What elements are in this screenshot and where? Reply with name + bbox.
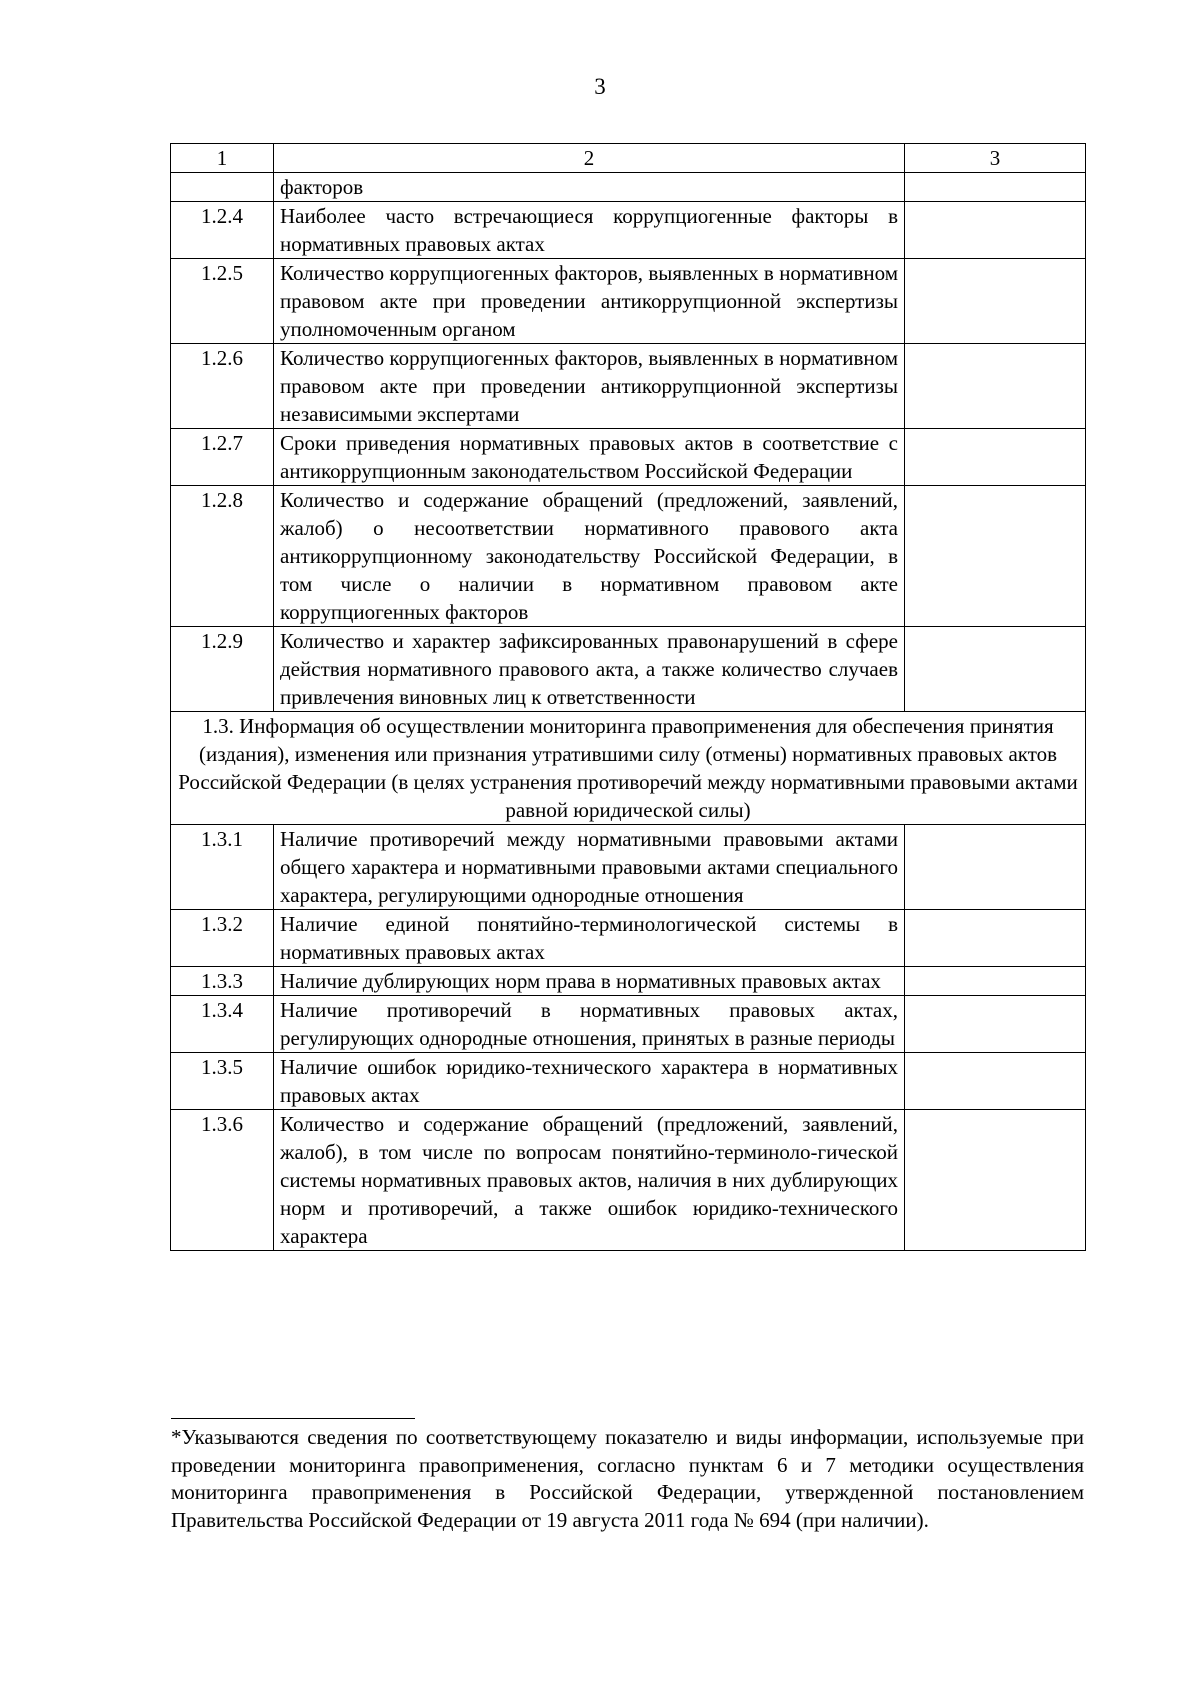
row-indicator-text: Сроки приведения нормативных правовых актов в соответствие с антикоррупционным законодательством Российской Федерации xyxy=(274,429,905,486)
row-indicator-text: Количество коррупциогенных факторов, выявленных в нормативном правовом акте при проведении антикоррупционной экспертизы уполномоченным органом xyxy=(274,259,905,344)
footnote-divider xyxy=(171,1418,415,1419)
table-row xyxy=(171,996,1086,1053)
row-number: 1.3.4 xyxy=(171,996,274,1053)
row-indicator-text: факторов xyxy=(274,173,905,202)
row-value-cell xyxy=(905,344,1086,429)
section-heading-row xyxy=(171,712,1086,825)
footnote: *Указываются сведения по соответствующему показателю и виды информации, используемые при проведении мониторинга правоприменения, согласно пунктам 6 и 7 методики осуществления мониторинга правоприменения в Российской Федерации, утвержденной постановлением Правительства Российской Федерации от 19 августа 2011 года № 694 (при наличии). xyxy=(171,1425,1084,1532)
table-row xyxy=(171,259,1086,344)
row-indicator-text: Наличие противоречий в нормативных правовых актах, регулирующих однородные отношения, принятых в разные периоды xyxy=(274,996,905,1053)
row-number: 1.3.6 xyxy=(171,1110,274,1251)
row-value-cell xyxy=(905,1053,1086,1110)
table-row xyxy=(171,910,1086,967)
row-indicator-text: Наличие дублирующих норм права в нормативных правовых актах xyxy=(274,967,905,996)
row-number: 1.2.7 xyxy=(171,429,274,486)
row-indicator-text: Наиболее часто встречающиеся коррупциогенные факторы в нормативных правовых актах xyxy=(274,202,905,259)
row-number xyxy=(171,173,274,202)
row-number: 1.2.8 xyxy=(171,486,274,627)
row-value-cell xyxy=(905,429,1086,486)
row-value-cell xyxy=(905,486,1086,627)
row-value-cell xyxy=(905,996,1086,1053)
table-header-row xyxy=(171,144,1086,173)
row-indicator-text: Наличие единой понятийно-терминологической системы в нормативных правовых актах xyxy=(274,910,905,967)
row-value-cell xyxy=(905,967,1086,996)
row-value-cell xyxy=(905,259,1086,344)
row-value-cell xyxy=(905,173,1086,202)
page-number: 3 xyxy=(594,74,606,99)
table-row xyxy=(171,967,1086,996)
row-number: 1.2.5 xyxy=(171,259,274,344)
header-cell-2: 2 xyxy=(274,144,905,173)
row-number: 1.3.5 xyxy=(171,1053,274,1110)
header-cell-1: 1 xyxy=(171,144,274,173)
row-value-cell xyxy=(905,1110,1086,1251)
row-number: 1.3.3 xyxy=(171,967,274,996)
table-row xyxy=(171,173,1086,202)
table-row xyxy=(171,1110,1086,1251)
row-number: 1.3.2 xyxy=(171,910,274,967)
header-cell-3: 3 xyxy=(905,144,1086,173)
row-value-cell xyxy=(905,825,1086,910)
row-number: 1.2.9 xyxy=(171,627,274,712)
row-indicator-text: Наличие ошибок юридико-технического характера в нормативных правовых актах xyxy=(274,1053,905,1110)
table-row xyxy=(171,486,1086,627)
row-value-cell xyxy=(905,910,1086,967)
table-row xyxy=(171,429,1086,486)
table-row xyxy=(171,202,1086,259)
row-indicator-text: Количество и содержание обращений (предложений, заявлений, жалоб), в том числе по вопросам понятийно-терминоло-гической системы нормативных правовых актов, наличия в них дублирующих норм и противоречий, а также ошибок юридико-технического характера xyxy=(274,1110,905,1251)
row-indicator-text: Количество коррупциогенных факторов, выявленных в нормативном правовом акте при проведении антикоррупционной экспертизы независимыми экспертами xyxy=(274,344,905,429)
row-indicator-text: Наличие противоречий между нормативными правовыми актами общего характера и нормативными правовыми актами специального характера, регулирующими однородные отношения xyxy=(274,825,905,910)
indicators-table xyxy=(170,143,1086,1251)
row-number: 1.2.6 xyxy=(171,344,274,429)
row-number: 1.2.4 xyxy=(171,202,274,259)
row-value-cell xyxy=(905,627,1086,712)
table-row xyxy=(171,344,1086,429)
table-row xyxy=(171,825,1086,910)
row-indicator-text: Количество и содержание обращений (предложений, заявлений, жалоб) о несоответствии нормативного правового акта антикоррупционному законодательству Российской Федерации, в том числе о наличии в нормативном правовом акте коррупциогенных факторов xyxy=(274,486,905,627)
table-row xyxy=(171,1053,1086,1110)
table-row xyxy=(171,627,1086,712)
row-indicator-text: Количество и характер зафиксированных правонарушений в сфере действия нормативного правового акта, а также количество случаев привлечения виновных лиц к ответственности xyxy=(274,627,905,712)
row-value-cell xyxy=(905,202,1086,259)
row-number: 1.3.1 xyxy=(171,825,274,910)
section-1-3-heading: 1.3. Информация об осуществлении мониторинга правоприменения для обеспечения принятия (издания), изменения или признания утратившими силу (отмены) нормативных правовых актов Российской Федерации (в целях устранения противоречий между нормативными правовыми актами равной юридической силы) xyxy=(171,712,1086,825)
